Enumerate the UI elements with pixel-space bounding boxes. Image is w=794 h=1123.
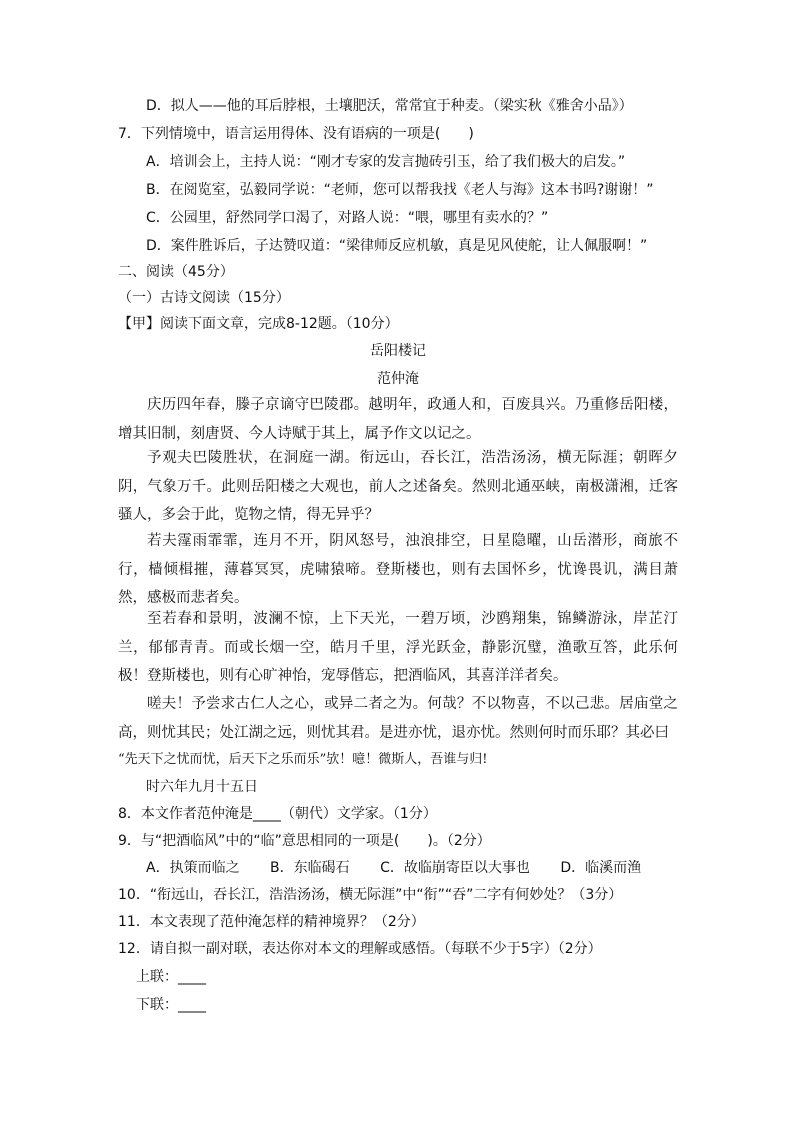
q6-option-d: D．拟人——他的耳后脖根，土壤肥沃，常常宜于种麦。（梁实秋《雅舍小品》）: [146, 98, 633, 114]
subsection1-title: （一）古诗文阅读（15分）: [118, 290, 290, 306]
part-jia-instruction: 【甲】阅读下面文章，完成8-12题。（10分）: [118, 316, 399, 332]
q9-option-a: A．执策而临之: [146, 860, 240, 876]
essay-paragraph-2: 予观夫巴陵胜状，在洞庭一湖。衔远山，吞长江，浩浩汤汤，横无际涯；朝晖夕阴，气象万千。此则岳阳楼之大观也，前人之述备矣。然则北通巫峡，南极潇湘，迁客骚人，多会于此，览物之情，得无异乎？: [118, 450, 678, 523]
question-11: 11．本文表现了范仲淹怎样的精神境界？（2分）: [118, 914, 425, 930]
q12-upper-couplet: 上联：____: [136, 969, 206, 985]
q9-option-d: D．临溪而渔: [560, 860, 642, 876]
essay-quote-line: “先天下之忧而忧，后天下之乐而乐”欤！噫！微斯人，吾谁与归!: [118, 752, 488, 767]
question-9-options: [146, 858, 686, 878]
q9-option-b: B．东临碣石: [270, 860, 350, 876]
q7-option-c: C．公园里，舒然同学口渴了，对路人说：“喂，哪里有卖水的？”: [146, 210, 549, 226]
essay-paragraph-3: 若夫霪雨霏霏，连月不开，阴风怒号，浊浪排空，日星隐曜，山岳潜形，商旅不行，樯倾楫摧，薄暮冥冥，虎啸猿啼。登斯楼也，则有去国怀乡，忧谗畏讥，满目萧然，感极而悲者矣。: [118, 533, 678, 606]
q7-option-b: B．在阅览室，弘毅同学说：“老师，您可以帮我找《老人与海》这本书吗?谢谢！”: [146, 182, 654, 198]
essay-paragraph-5: 嗟夫！予尝求古仁人之心，或异二者之为。何哉？不以物喜，不以己悲。居庙堂之高，则忧其民；处江湖之远，则忧其君。是进亦忧，退亦忧。然则何时而乐耶？其必曰: [118, 696, 678, 741]
essay-title: 岳阳楼记: [370, 343, 426, 359]
question-10: 10．“衔远山，吞长江，浩浩汤汤，横无际涯”中“衔”“吞”二字有何妙处？（3分）: [118, 887, 623, 903]
essay-paragraph-4: 至若春和景明，波澜不惊，上下天光，一碧万顷，沙鸥翔集，锦鳞游泳，岸芷汀兰，郁郁青青。而或长烟一空，皓月千里，浮光跃金，静影沉璧，渔歌互答，此乐何极！登斯楼也，则有心旷神怡，宠辱偕忘，把酒临风，其喜洋洋者矣。: [118, 611, 678, 684]
q9-option-c: C．故临崩寄臣以大事也: [380, 860, 530, 876]
section2-title: 二、阅读（45分）: [118, 264, 234, 280]
q7-option-a: A．培训会上，主持人说：“刚才专家的发言抛砖引玉，给了我们极大的启发。”: [146, 154, 626, 170]
q7-option-d: D．案件胜诉后，子达赞叹道：“梁律师反应机敏，真是见风使舵，让人佩服啊！”: [146, 238, 648, 254]
essay-author: 范仲淹: [377, 371, 419, 387]
q12-lower-couplet: 下联：____: [136, 997, 206, 1013]
question-12: 12．请自拟一副对联，表达你对本文的理解或感悟。（每联不少于5字）（2分）: [118, 941, 602, 957]
question-8: 8．本文作者范仲淹是____（朝代）文学家。（1分）: [118, 806, 437, 822]
essay-paragraph-1: 庆历四年春，滕子京谪守巴陵郡。越明年，政通人和，百废具兴。乃重修岳阳楼，增其旧制，刻唐贤、今人诗赋于其上，属予作文以记之。: [118, 397, 678, 442]
essay-date-line: 时六年九月十五日: [146, 779, 258, 795]
question-9: 9．与“把酒临风”中的“临”意思相同的一项是( )。（2分）: [118, 833, 491, 849]
q7-stem: 7．下列情境中，语言运用得体、没有语病的一项是( ): [118, 126, 474, 142]
